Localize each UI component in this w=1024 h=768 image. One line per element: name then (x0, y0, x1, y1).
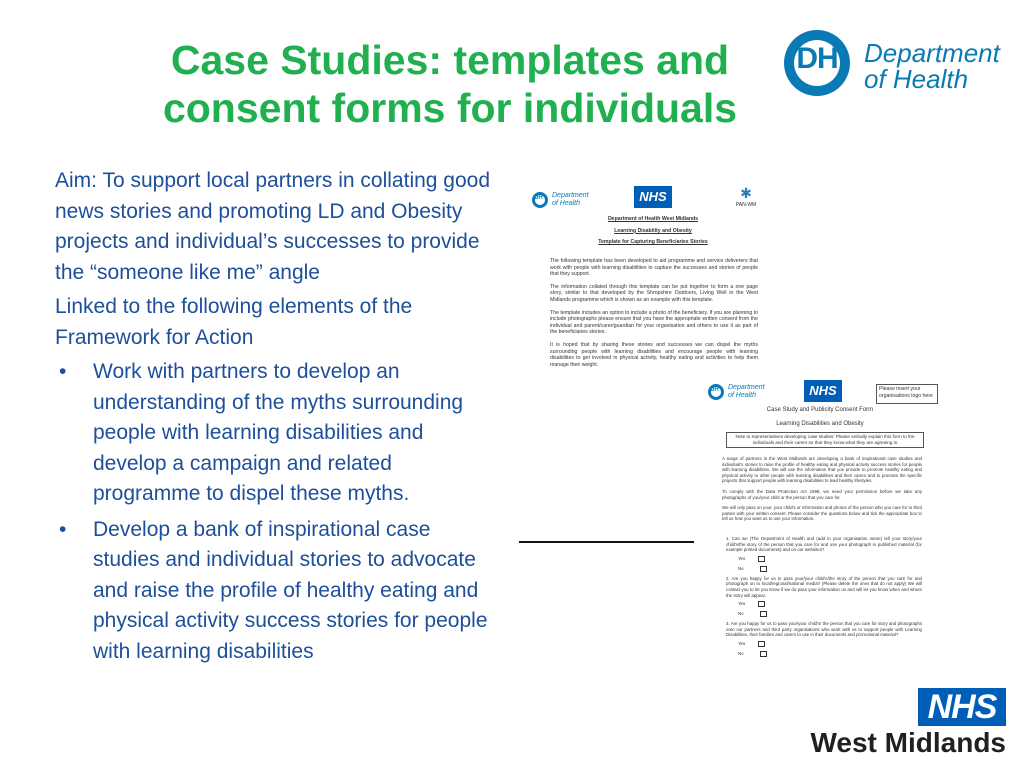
no-label: No (738, 611, 744, 617)
department-of-health-logo (784, 26, 1004, 106)
title-line-2: consent forms for individuals (162, 85, 738, 131)
doc1-heading-2: Learning Disability and Obesity (614, 227, 692, 234)
template-document-thumbnail (520, 176, 782, 376)
doc1-panwm-text: PAN-WM (735, 202, 757, 208)
dh-logo-text (864, 40, 1000, 92)
doc1-paragraph: The information collated through this template can be put together to form a one page story, similar to that developed by the Shropshire Outdoors, Living Well in the West Midlands programme which is shown as an example with this template. (550, 283, 758, 303)
yes-checkbox-row (738, 641, 922, 647)
doc2-paragraph: To comply with the Data Protection Act 1998, we need your permission before we take any photographs of you/your child or the person that you care for. (722, 488, 922, 500)
doc2-paragraph: We will only pass on your, your child's or information and photos of the person who you care for to third parties with your written consent. Please consider the questions below and tick the appropriate box to tell us how you want us to use your information. (722, 505, 922, 522)
dh-logo-line-1: Department (864, 38, 1000, 68)
bullet-text: Develop a bank of inspirational case studies and individual stories to advocate and raise the profile of healthy eating and physical activity success stories for people with learning disabilities (93, 517, 488, 663)
question-item: 2. Are you happy for us to pass your/your child's/the story of the person that you care for and photograph on to local/regional/national media? (Please delete the ones that do not apply) We will contact you to let you know if we do pass your information on and will let you know when and where the story will appear. (726, 575, 922, 598)
bullet-list (55, 357, 495, 667)
doc2-dh-logo (708, 382, 768, 404)
doc2-logo-placeholder: Please insert your organisations logo here (876, 384, 938, 404)
doc2-dh-letters: DH (710, 387, 719, 393)
doc1-headings (540, 216, 766, 246)
doc2-dh-line-2: of Health (728, 392, 757, 399)
checkbox[interactable] (760, 566, 767, 572)
title-line-1: Case Studies: templates and (170, 37, 730, 83)
dh-logo-letters: DH (796, 42, 838, 75)
people-icon: ✱ (740, 185, 752, 201)
consent-form-thumbnail (700, 380, 940, 680)
question-item: 3. Are you happy for us to pass your/your child's/ the person that you care for story and photographs onto our partners and third party organisations who work with us to support people with Learning Disabilities, their families and carers to use in their documents and promotional material? (726, 621, 922, 638)
no-checkbox-row (738, 611, 922, 617)
doc2-heading-2: Learning Disabilities and Obesity (776, 421, 864, 427)
doc1-paragraph: The following template has been developed to aid programme and service deliverers that work with people with learning disabilities to capture the successes and stories of people that they support. (550, 258, 758, 278)
doc2-body (722, 456, 922, 526)
doc1-dh-logo (532, 190, 592, 212)
checkbox[interactable] (758, 601, 765, 607)
checkbox[interactable] (758, 641, 765, 647)
doc2-headings (720, 406, 920, 428)
bullet-text: Work with partners to develop an understanding of the myths surrounding people with learning disabilities and develop a campaign and related programme to dispel these myths. (93, 360, 464, 505)
doc1-paragraph: It is hoped that by sharing these stories and successes we can dispel the myths surrounding people with learning disabilities and encourage people with learning disabilities to get involved in physical activity, healthy eating and activities to help them manage their weight. (550, 341, 758, 368)
yes-checkbox-row (738, 601, 922, 607)
bullet-item (55, 357, 495, 510)
doc1-heading-1: Department of Health West Midlands (607, 216, 699, 222)
nhs-west-midlands-logo (806, 688, 1006, 760)
no-checkbox-row (738, 566, 922, 572)
doc1-paragraph: The template includes an option to include a photo of the beneficiary. If you are planning to include photographs please ensure that you have the appropriate written consent from the individual and parent/carer/guardian for your organisation and others to use it as part of the beneficiaries stories. (550, 309, 758, 336)
doc2-nhs-logo: NHS (804, 380, 842, 402)
aim-paragraph: Aim: To support local partners in collating good news stories and promoting LD and Obesity projects and individual’s successes to provide the “someone like me” angle (55, 169, 491, 284)
nhs-logo-box: NHS (918, 688, 1006, 726)
bullet-icon: • (59, 360, 67, 383)
checkbox[interactable] (760, 611, 767, 617)
doc1-nhs-logo: NHS (634, 186, 672, 208)
yes-label: Yes (738, 601, 746, 607)
doc2-dh-text (728, 384, 765, 400)
yes-label: Yes (738, 555, 746, 561)
yes-label: Yes (738, 641, 746, 647)
checkbox[interactable] (760, 651, 767, 657)
west-midlands-text: West Midlands (810, 727, 1006, 758)
doc2-dh-line-1: Department (728, 384, 765, 391)
doc1-dh-line-1: Department (552, 192, 589, 199)
dh-logo-line-2: of Health (864, 64, 969, 94)
doc1-dh-line-2: of Health (552, 200, 581, 207)
doc2-questions (726, 536, 922, 657)
checkbox[interactable] (758, 556, 765, 562)
no-label: No (738, 651, 744, 657)
bullet-item (55, 515, 495, 668)
divider-line (519, 541, 694, 543)
yes-checkbox-row (738, 556, 922, 562)
slide-title (110, 36, 790, 132)
bullet-icon: • (59, 517, 67, 541)
no-checkbox-row (738, 651, 922, 657)
doc2-paragraph: A range of partners in the West Midlands are developing a bank of inspirational case studies and individual's stories to raise the profile of healthy eating and physical activity success stories for people with learning disabilities. We will use the information that you provide to promote healthy eating and physical activity to other people with learning disabilities and their carers and to promote the specific projects that support people with learning disabilities to lead healthy lifestyles. (722, 456, 922, 484)
doc1-dh-text (552, 192, 589, 208)
doc2-note-box: Note to representatives developing case studies: Please verbally explain this form to the individuals and their carers so that they know what they are agreeing to (726, 432, 924, 448)
body-text (55, 166, 495, 672)
question-item: 1. Can we (The Department of Health and (add in your organisation name) tell your story/your child's/the story of the person that you care for and use your photograph in published material (for example printed documents) and on our websites? (726, 536, 922, 553)
linked-paragraph: Linked to the following elements of the Framework for Action (55, 295, 413, 349)
doc1-panwm-logo (726, 184, 766, 218)
doc1-dh-letters: DH (534, 195, 543, 201)
doc1-heading-3: Template for Capturing Beneficiaries Stories (598, 239, 708, 246)
doc1-body (550, 258, 758, 368)
no-label: No (738, 565, 744, 571)
doc2-heading-1: Case Study and Publicity Consent Form (766, 407, 874, 413)
